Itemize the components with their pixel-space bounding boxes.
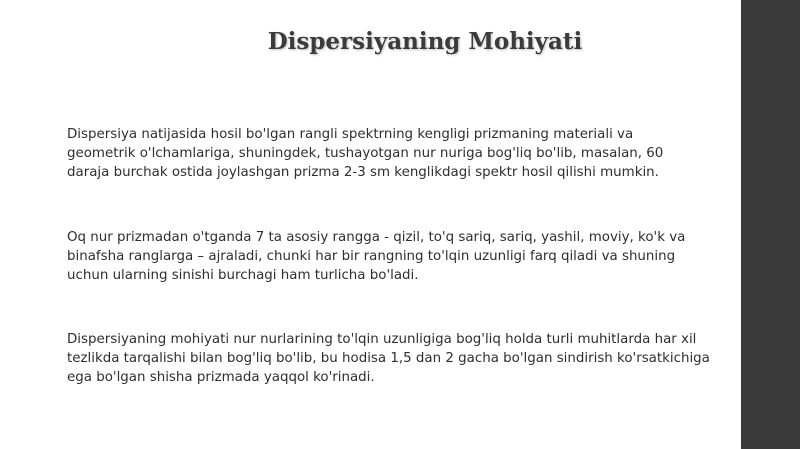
paragraph-spectrum-width: [67, 125, 757, 182]
paragraph-seven-colors: [67, 228, 757, 285]
paragraph-line: ega bo'lgan shisha prizmada yaqqol ko'rinadi.: [67, 370, 375, 385]
paragraph-dispersion-essence: [67, 330, 757, 387]
paragraph-line: uchun ularning sinishi burchagi ham turlicha bo'ladi.: [67, 268, 419, 283]
paragraph-line: binafsha ranglarga – ajraladi, chunki har bir rangning to'lqin uzunligi farq qiladi va shuning: [67, 249, 676, 264]
paragraph-line: daraja burchak ostida joylashgan prizma 2-3 sm kenglikdagi spektr hosil qilishi mumkin.: [67, 165, 659, 180]
paragraph-line: Dispersiya natijasida hosil bo'lgan rangli spektrning kengligi prizmaning materiali va: [67, 127, 634, 142]
paragraph-line: Oq nur prizmadan o'tganda 7 ta asosiy rangga - qizil, to'q sariq, sariq, yashil, moviy, ko'k va: [67, 230, 686, 245]
paragraph-line: tezlikda tarqalishi bilan bog'liq bo'lib, bu hodisa 1,5 dan 2 gacha bo'lgan sindirish ko'rsatkichiga: [67, 351, 710, 366]
slide-title: Dispersiyaning Mohiyati: [267, 28, 583, 55]
paragraph-line: geometrik o'lchamlariga, shuningdek, tushayotgan nur nuriga bog'liq bo'lib, masalan, 60: [67, 146, 664, 161]
side-bar: [741, 0, 800, 449]
paragraph-line: Dispersiyaning mohiyati nur nurlarining to'lqin uzunligiga bog'liq holda turli muhitlarda har xil: [67, 332, 697, 347]
